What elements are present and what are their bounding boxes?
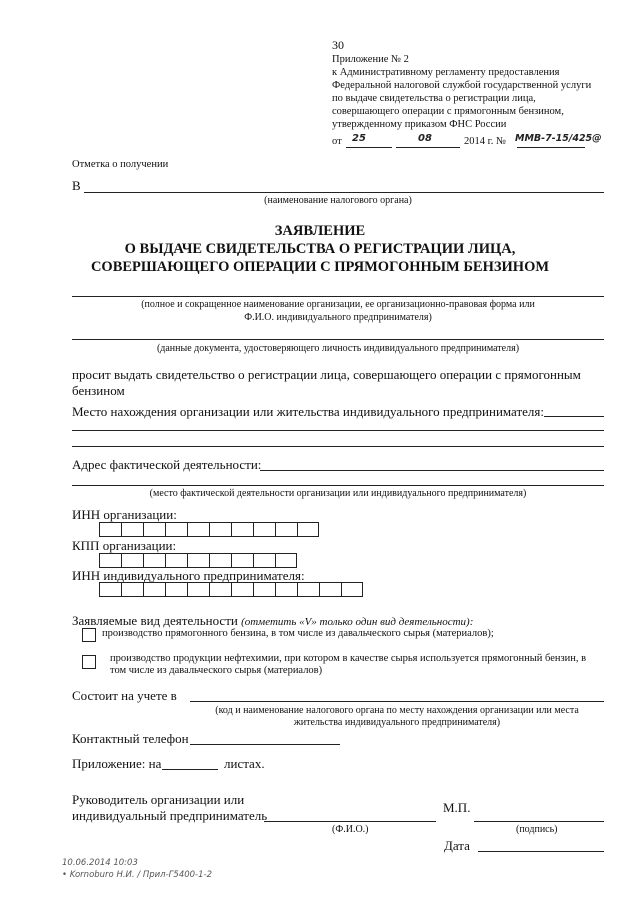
annex-line: к Административному регламенту предоставления: [332, 67, 560, 78]
receipt-mark: Отметка о получении: [72, 159, 169, 170]
inn-org-cells[interactable]: [99, 522, 319, 537]
registered-label: Состоит на учете в: [72, 688, 177, 703]
location-label: Место нахождения организации или жительства индивидуального предпринимателя:: [72, 404, 545, 419]
registered-field[interactable]: [190, 701, 604, 702]
request-line1: просит выдать свидетельство о регистрации лица, совершающего операции с прямогонным: [72, 367, 581, 382]
activity-label: Заявляемые вид деятельности: [72, 613, 238, 628]
annex-line: совершающего операции с прямогонным бензином,: [332, 106, 564, 117]
option2-label-line2: том числе из давальческого сырья (материалов): [110, 665, 323, 676]
annex-line: Федеральной налоговой службой государственной услуги: [332, 80, 592, 91]
kpp-org-label: КПП организации:: [72, 538, 177, 553]
inn-org-label: ИНН организации:: [72, 507, 177, 522]
inn-ip-cells[interactable]: [99, 582, 363, 597]
footer-timestamp: 10.06.2014 10:03: [62, 858, 138, 868]
location-field-3[interactable]: [72, 446, 604, 447]
phone-label: Контактный телефон: [72, 731, 189, 746]
request-line2: бензином: [72, 383, 125, 398]
annex-line: утвержденному приказом ФНС России: [332, 119, 507, 130]
fio-caption: (Ф.И.О.): [332, 824, 369, 835]
annex-line: Приложение № 2: [332, 54, 409, 65]
phone-field[interactable]: [190, 744, 340, 745]
doc-title-line2: О ВЫДАЧЕ СВИДЕТЕЛЬСТВА О РЕГИСТРАЦИИ ЛИЦА,: [124, 241, 516, 257]
attachment-suffix: листах.: [224, 756, 265, 771]
stamp-label: М.П.: [443, 800, 471, 815]
kpp-org-cells[interactable]: [99, 553, 297, 568]
annex-year: 2014 г. №: [464, 136, 507, 147]
registered-caption-1: (код и наименование налогового органа по месту нахождения организации или места: [215, 705, 579, 716]
option2-label-line1: производство продукции нефтехимии, при котором в качестве сырья используется прямогонный бензин, в: [110, 653, 587, 664]
id-doc-caption: (данные документа, удостоверяющего личность индивидуального предпринимателя): [156, 343, 520, 354]
annex-line: по выдаче свидетельства о регистрации лица,: [332, 93, 536, 104]
page-number: 30: [332, 38, 344, 52]
date-label: Дата: [444, 838, 470, 853]
tax-authority-field[interactable]: [84, 192, 604, 193]
annex-from-label: от: [332, 136, 342, 147]
head-line1: Руководитель организации или: [72, 792, 245, 807]
signature-caption: (подпись): [516, 824, 558, 835]
annex-block: [332, 53, 632, 131]
actual-address-caption: (место фактической деятельности организации или индивидуального предпринимателя): [149, 488, 527, 499]
fio-field[interactable]: [264, 821, 436, 822]
registered-caption-2: жительства индивидуального предпринимателя): [293, 717, 501, 728]
actual-address-field[interactable]: [260, 470, 604, 471]
tax-authority-caption: (наименование налогового органа): [264, 195, 412, 206]
location-field-2[interactable]: [72, 430, 604, 431]
annex-month: 08: [418, 133, 432, 144]
org-caption-1: (полное и сокращенное наименование организации, ее организационно-правовая форма или: [141, 299, 535, 310]
actual-address-label: Адрес фактической деятельности:: [72, 457, 262, 472]
id-doc-field[interactable]: [72, 339, 604, 340]
activity-hint: (отметить «V» только один вид деятельности):: [241, 616, 474, 628]
attachment-label: Приложение: на: [72, 756, 162, 771]
option1-label: производство прямогонного бензина, в том числе из давальческого сырья (материалов);: [102, 628, 494, 639]
activity-label-row: [72, 613, 473, 629]
location-field[interactable]: [544, 416, 604, 417]
doc-title-line3: СОВЕРШАЮЩЕГО ОПЕРАЦИИ С ПРЯМОГОННЫМ БЕНЗИНОМ: [90, 259, 550, 275]
doc-title-line1: ЗАЯВЛЕНИЕ: [274, 223, 366, 239]
to-prefix: В: [72, 178, 81, 193]
attachment-sheets-field[interactable]: [162, 769, 218, 770]
annex-number: ММВ-7-15/425@: [515, 133, 602, 144]
actual-address-field-2[interactable]: [72, 485, 604, 486]
annex-day: 25: [352, 133, 366, 144]
org-caption-2: Ф.И.О. индивидуального предпринимателя): [244, 312, 432, 323]
footer-file: • Kornoburo Н.И. / Прил-Г5400-1-2: [62, 870, 212, 880]
option2-checkbox[interactable]: [82, 655, 96, 669]
inn-ip-label: ИНН индивидуального предпринимателя:: [72, 568, 305, 583]
head-line2: индивидуальный предприниматель: [72, 808, 268, 823]
signature-field[interactable]: [474, 821, 604, 822]
date-field[interactable]: [478, 851, 604, 852]
org-name-field[interactable]: [72, 296, 604, 297]
option1-checkbox[interactable]: [82, 628, 96, 642]
